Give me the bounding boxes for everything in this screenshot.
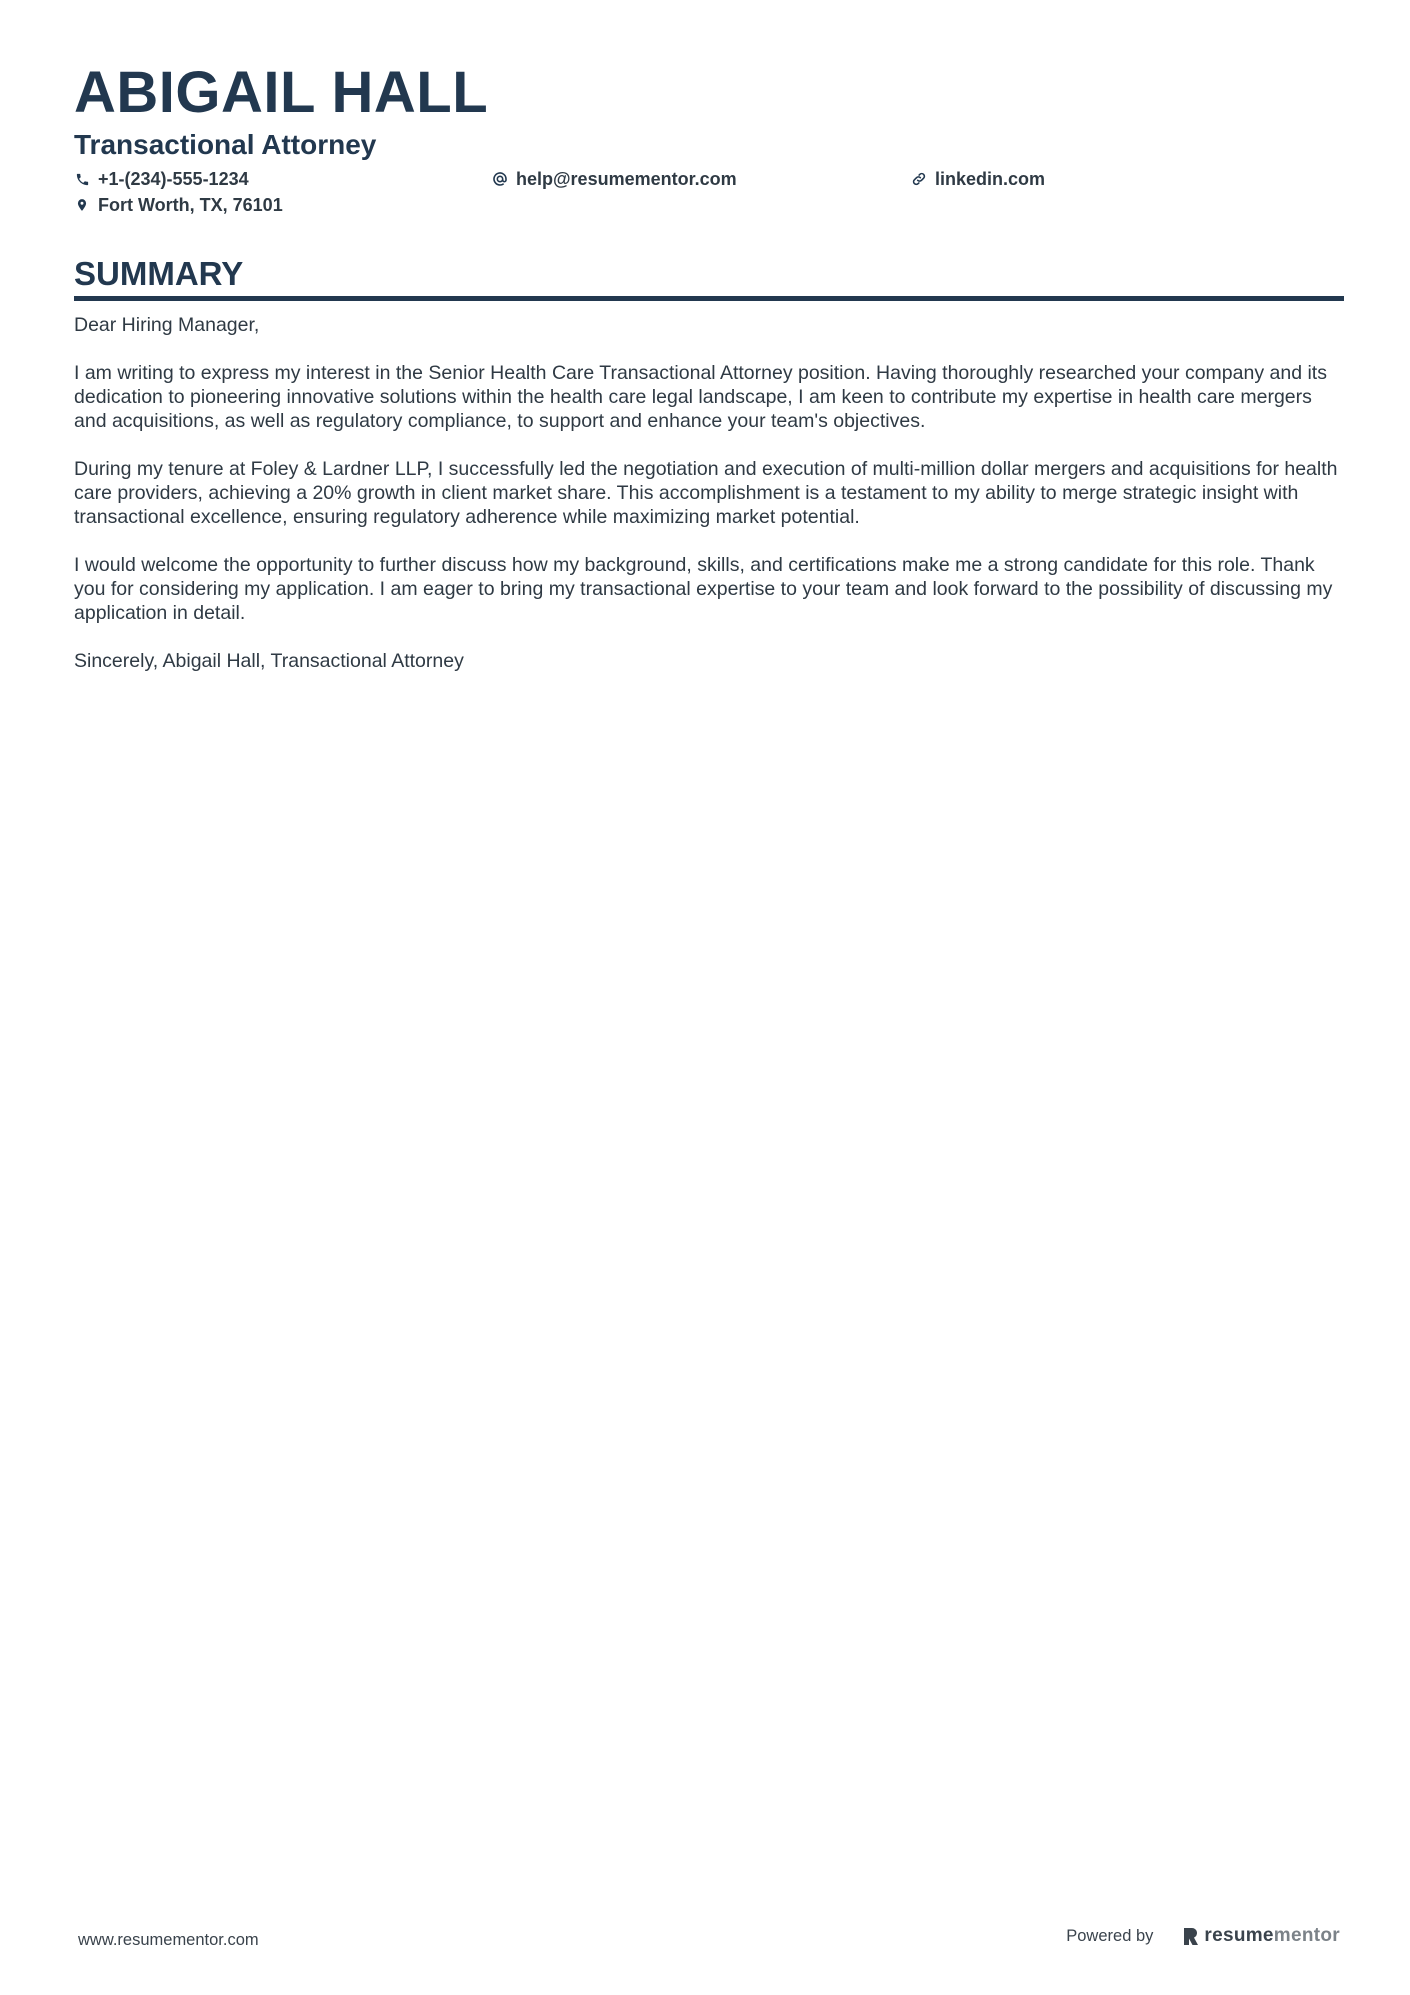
- linkedin-text[interactable]: linkedin.com: [935, 168, 1046, 189]
- powered-by-label: Powered by: [1066, 1926, 1154, 1945]
- footer: [78, 1925, 1340, 1955]
- powered-by: [1066, 1925, 1340, 1947]
- link-icon: [911, 171, 927, 187]
- letter-paragraph: I would welcome the opportunity to further discuss how my background, skills, and certifications make me a strong candidate for this role. Thank you for considering my application. I am eager to bring my transactional expertise to your team and look forward to the possibility of discussing my application in detail.: [74, 554, 1333, 624]
- email-text[interactable]: help@resumementor.com: [516, 168, 737, 189]
- contact-linkedin: [911, 166, 1045, 192]
- phone-text[interactable]: +1-(234)-555-1234: [98, 168, 249, 189]
- location-text: Fort Worth, TX, 76101: [98, 194, 283, 215]
- phone-icon: [74, 171, 90, 187]
- location-pin-icon: [74, 197, 90, 213]
- cover-letter-page: [74, 58, 1344, 697]
- brand-logo: [1183, 1925, 1340, 1947]
- letter-paragraph: I am writing to express my interest in the Senior Health Care Transactional Attorney position. Having thoroughly researched your company and its dedication to pioneering innovative solutions within the health care legal landscape, I am keen to contribute my expertise in health care mergers and acquisitions, as well as regulatory compliance, to support and enhance your team's objectives.: [74, 362, 1327, 432]
- contact-phone: [74, 166, 249, 192]
- letter-paragraph: During my tenure at Foley & Lardner LLP, I successfully led the negotiation and execution of multi-million dollar mergers and acquisitions for health care providers, achieving a 20% growth in client market share. This accomplishment is a testament to my ability to merge strategic insight with transactional excellence, ensuring regulatory adherence while maximizing market potential.: [74, 458, 1338, 528]
- contact-email: [492, 166, 737, 192]
- candidate-name: ABIGAIL HALL: [74, 60, 489, 125]
- candidate-role: Transactional Attorney: [74, 129, 377, 160]
- contact-info: [74, 166, 1344, 224]
- resumementor-logo-icon: [1183, 1926, 1199, 1946]
- at-icon: [492, 171, 508, 187]
- summary-heading: SUMMARY: [74, 254, 1344, 301]
- salutation: Dear Hiring Manager,: [74, 314, 260, 336]
- brand-part-2: mentor: [1273, 1925, 1340, 1946]
- contact-location: [74, 192, 283, 218]
- letter-body: [74, 313, 1344, 673]
- footer-site-link[interactable]: www.resumementor.com: [78, 1931, 259, 1949]
- brand-part-1: resume: [1204, 1925, 1274, 1946]
- sign-off: Sincerely, Abigail Hall, Transactional Attorney: [74, 650, 464, 672]
